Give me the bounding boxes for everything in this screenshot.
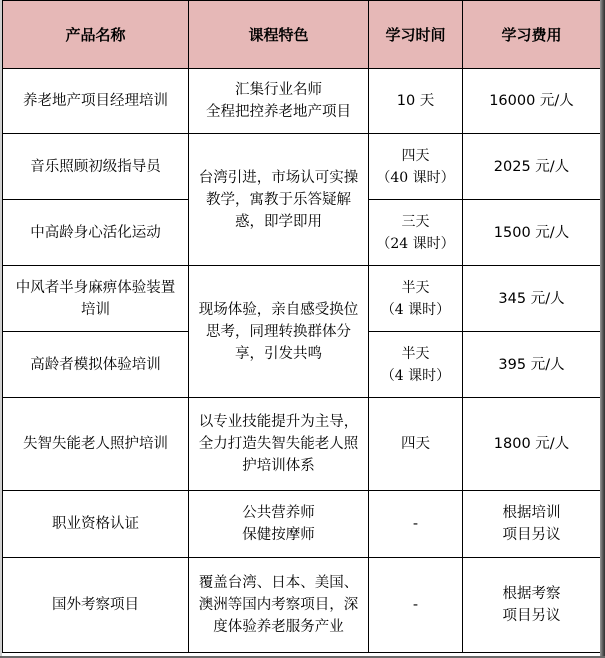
header-duration: 学习时间 [369, 1, 463, 69]
table-row [3, 558, 601, 653]
cell-duration: 三天 （24 课时） [369, 200, 463, 266]
cell-features: 汇集行业名师 全程把控养老地产项目 [189, 69, 369, 134]
table-row [3, 69, 601, 134]
cell-product-name: 失智失能老人照护培训 [3, 398, 189, 491]
cell-features: 覆盖台湾、日本、美国、澳洲等国内考察项目，深度体验养老服务产业 [189, 558, 369, 653]
header-row [3, 1, 601, 69]
cell-duration: 四天 [369, 398, 463, 491]
header-name: 产品名称 [3, 1, 189, 69]
course-table [2, 0, 601, 653]
cell-fee: 345 元/人 [463, 266, 601, 332]
cell-product-name: 国外考察项目 [3, 558, 189, 653]
cell-features: 公共营养师 保健按摩师 [189, 491, 369, 558]
cell-duration: - [369, 558, 463, 653]
cell-duration: 半天 （4 课时） [369, 266, 463, 332]
right-edge-shadow [600, 0, 605, 658]
cell-duration: 10 天 [369, 69, 463, 134]
table-row [3, 266, 601, 332]
cell-duration: 半天 （4 课时） [369, 332, 463, 398]
cell-product-name: 养老地产项目经理培训 [3, 69, 189, 134]
cell-fee: 2025 元/人 [463, 134, 601, 200]
cell-fee: 1500 元/人 [463, 200, 601, 266]
cell-fee: 1800 元/人 [463, 398, 601, 491]
cell-fee: 根据培训 项目另议 [463, 491, 601, 558]
cell-features: 现场体验，亲自感受换位思考，同理转换群体分享，引发共鸣 [189, 266, 369, 398]
table-row [3, 134, 601, 200]
cell-fee: 根据考察 项目另议 [463, 558, 601, 653]
table-row [3, 491, 601, 558]
cell-product-name: 中高龄身心活化运动 [3, 200, 189, 266]
cell-product-name: 音乐照顾初级指导员 [3, 134, 189, 200]
cell-duration: 四天 （40 课时） [369, 134, 463, 200]
cell-product-name: 职业资格认证 [3, 491, 189, 558]
cell-fee: 395 元/人 [463, 332, 601, 398]
header-fee: 学习费用 [463, 1, 601, 69]
cell-product-name: 高龄者模拟体验培训 [3, 332, 189, 398]
table-row [3, 398, 601, 491]
cell-duration: - [369, 491, 463, 558]
cell-product-name: 中风者半身麻痹体验装置培训 [3, 266, 189, 332]
cell-features: 以专业技能提升为主导，全力打造失智失能老人照护培训体系 [189, 398, 369, 491]
header-features: 课程特色 [189, 1, 369, 69]
cell-fee: 16000 元/人 [463, 69, 601, 134]
cell-features: 台湾引进，市场认可实操教学，寓教于乐答疑解惑，即学即用 [189, 134, 369, 266]
